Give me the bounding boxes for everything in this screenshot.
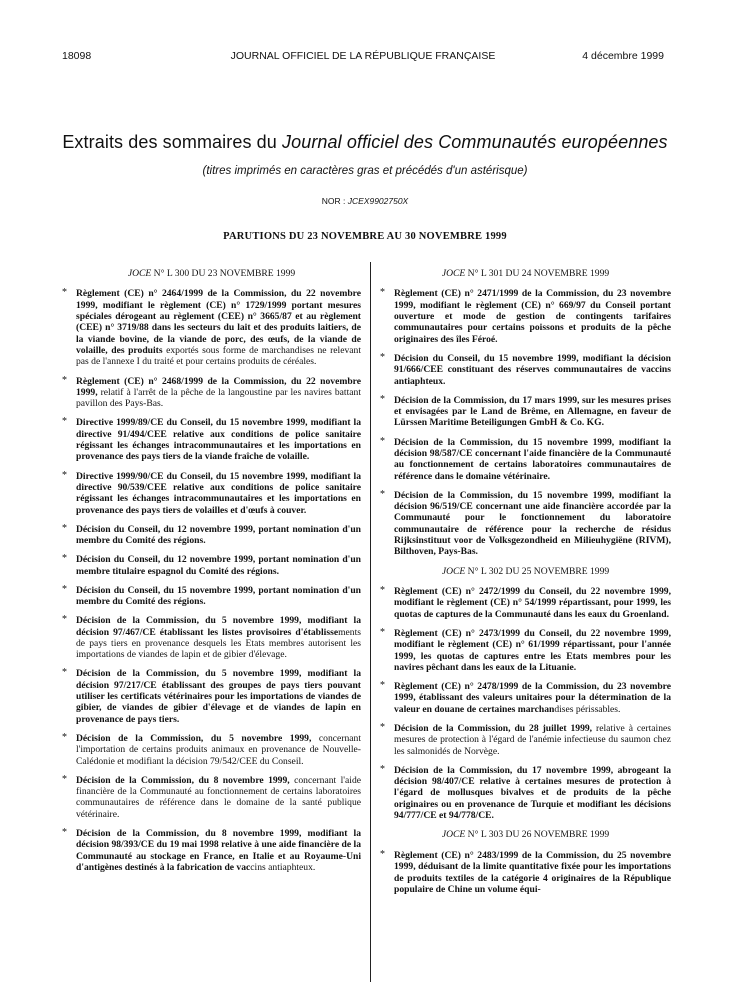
entry-text: relative à certaines mesures de protection à l'égard de l'anémie infectieuse du saumon chez les salmonidés de Norvège. (394, 722, 671, 757)
entry-bold-title: Règlement (CE) n° 2468/1999 de la Commission, du 22 novembre 1999, (76, 375, 361, 398)
summary-entry (62, 417, 361, 462)
entry-text: ments de pays tiers en provenance desquels les Etats membres autorisent les importations de viandes de lapin et de gibier d'élevage. (76, 626, 361, 661)
asterisk-marker: * (380, 721, 385, 733)
nor-label: NOR : (321, 196, 348, 206)
issue-reference: N° L 301 DU 24 NOVEMBRE 1999 (465, 268, 610, 279)
summary-entry (62, 585, 361, 608)
entry-bold-title: Directive 1999/89/CE du Conseil, du 15 novembre 1999, modifiant la directive 91/494/CEE relative aux conditions de police sanitaire régissant les échanges intracommunautaires et les importations en provenance des pays tiers de la viande fraîche de volaille. (76, 417, 361, 463)
left-column (62, 266, 361, 881)
entry-bold-title: Décision de la Commission, du 15 novembre 1999, modifiant la décision 98/587/CE concernant l'aide financière de la Communauté au fonctionnement de certains laboratoires communautaires de référence dans le domaine vétérinaire. (394, 436, 671, 482)
summary-entry (62, 615, 361, 660)
summary-entry (62, 376, 361, 410)
asterisk-marker: * (62, 416, 67, 428)
journal-name: JOURNAL OFFICIEL DE LA RÉPUBLIQUE FRANÇAISE (230, 50, 496, 62)
asterisk-marker: * (380, 287, 385, 299)
summary-entry (380, 681, 671, 715)
asterisk-marker: * (380, 763, 385, 775)
asterisk-marker: * (380, 680, 385, 692)
joce-label: JOCE (441, 829, 466, 841)
issue-reference: N° L 303 DU 26 NOVEMBRE 1999 (465, 829, 610, 841)
section-heading (380, 829, 671, 840)
entry-text: cins antiaphteux. (250, 861, 316, 873)
summary-entry (62, 288, 361, 367)
asterisk-marker: * (380, 848, 385, 860)
entry-text: relatif à l'arrêt de la pêche de la langoustine par les navires battant pavillon des Pays-Bas. (76, 386, 361, 410)
asterisk-marker: * (380, 393, 385, 405)
entry-bold-title: Règlement (CE) n° 2473/1999 du Conseil, du 22 novembre 1999, modifiant le règlement (CE) n° 61/1999 répartissant, pour l'année 1999, les quotas de captures entre les Etats membres pour les navires pêchant dans les eaux de la Lituanie. (394, 627, 671, 673)
asterisk-marker: * (380, 351, 385, 363)
summary-entry (380, 850, 671, 895)
entry-bold-title: Règlement (CE) n° 2472/1999 du Conseil, du 22 novembre 1999, modifiant le règlement (CE) n° 54/1999 répartissant, pour 1999, les quotas de captures de la Communauté dans les eaux du Groenland. (394, 586, 671, 620)
asterisk-marker: * (62, 614, 67, 626)
nor-reference (62, 196, 668, 206)
entry-bold-title: Décision de la Commission, du 17 novembre 1999, abrogeant la décision 98/407/CE relative à certaines mesures de protection à l'égard de mollusques bivalves et de produits de la pêche originaires ou en provenance de Turquie et modifiant les décisions 94/777/CE et 94/778/CE. (394, 764, 671, 822)
summary-entry (380, 288, 671, 345)
asterisk-marker: * (62, 374, 67, 386)
asterisk-marker: * (62, 469, 67, 481)
nor-code: JCEX9902750X (347, 196, 409, 206)
page-number: 18098 (62, 50, 92, 62)
summary-entry (62, 775, 361, 820)
entry-bold-title: Décision de la Commission, du 5 novembre 1999, (76, 732, 312, 744)
entry-text: concernant l'importation de certains produits animaux en provenance de Nouvelle-Calédonie et modifiant la décision 79/542/CEE du Conseil. (76, 732, 362, 767)
summary-entry (380, 353, 671, 387)
summary-entry (380, 765, 671, 822)
asterisk-marker: * (380, 585, 385, 597)
parutions-heading: PARUTIONS DU 23 NOVEMBRE AU 30 NOVEMBRE 1999 (223, 231, 507, 242)
section-heading (380, 566, 671, 577)
asterisk-marker: * (62, 583, 67, 595)
entry-bold-title: Décision de la Commission, du 17 mars 1999, sur les mesures prises et envisagées par le Land de Brême, en Allemagne, en faveur de Lürssen Maritime Beteiligungen GmbH & Co. KG. (394, 394, 671, 429)
entry-bold-title: Règlement (CE) n° 2478/1999 de la Commission, du 23 novembre 1999, établissant des valeurs unitaires pour la détermination de la valeur en douane de certaines marchan (394, 681, 671, 715)
summary-entry (380, 723, 671, 757)
entry-bold-title: Décision de la Commission, du 15 novembre 1999, modifiant la décision 96/519/CE concernant une aide financière accordée par la Communauté pour le fonctionnement du laboratoire communautaire de référence pour la recherche de résidus Rijksinstituut voor de Volksgezondheid en Milieuhygiëne (RIVM), Bilthoven, Pays-Bas. (394, 489, 671, 558)
summary-entry (380, 490, 671, 558)
title-prefix: Extraits des sommaires du (62, 132, 283, 152)
entry-bold-title: Décision de la Commission, du 8 novembre 1999, modifiant la décision 98/393/CE du 19 mai 1998 relative à une aide financière de la Communauté au stockage en France, en Italie et au Royaume-Uni d'antigènes destinés à la fabrication de vac (76, 827, 361, 873)
right-column (380, 266, 671, 903)
title-italic: Journal officiel des Communautés européennes (282, 132, 668, 152)
issue-reference: N° L 302 DU 25 NOVEMBRE 1999 (465, 565, 610, 577)
summary-entry (380, 395, 671, 429)
asterisk-marker: * (380, 488, 385, 500)
summary-entry (62, 733, 361, 767)
section-heading (62, 268, 361, 279)
entry-text: dises périssables. (554, 703, 621, 715)
entry-bold-title: Décision du Conseil, du 15 novembre 1999, modifiant la décision 91/666/CEE constituant des réserves communautaires de vaccins antiaphteux. (394, 352, 671, 387)
summary-entry (380, 628, 671, 673)
entry-bold-title: Décision de la Commission, du 5 novembre 1999, modifiant la décision 97/217/CE établissant des groupes de pays tiers pouvant utiliser les certificats vétérinaires pour les importations de viandes de gibier, de viandes de gibier d'élevage et de viandes de lapin en provenance de pays tiers. (76, 668, 361, 725)
entry-text: exportés sous forme de marchandises ne relevant pas de l'annexe I du traité et pour certains produits de céréales. (76, 345, 361, 368)
asterisk-marker: * (62, 287, 67, 299)
entry-bold-title: Décision du Conseil, du 12 novembre 1999, portant nomination d'un membre du Comité des régions. (76, 523, 361, 547)
asterisk-marker: * (62, 731, 67, 743)
asterisk-marker: * (62, 522, 67, 534)
summary-entry (62, 524, 361, 547)
summary-entry (380, 437, 671, 482)
page-subtitle: (titres imprimés en caractères gras et précédés d'un astérisque) (202, 165, 528, 177)
issue-date: 4 décembre 1999 (582, 50, 664, 62)
asterisk-marker: * (380, 626, 385, 638)
summary-entry (62, 471, 361, 516)
entry-bold-title: Décision de la Commission, du 8 novembre 1999, (76, 774, 290, 786)
asterisk-marker: * (380, 435, 385, 447)
summary-entry (62, 668, 361, 725)
section-heading (380, 268, 671, 279)
entry-bold-title: Règlement (CE) n° 2483/1999 de la Commission, du 25 novembre 1999, déduisant de la limite quantitative fixée pour les importations de produits textiles de la catégorie 4 originaires de la République populaire de Chine un volume équi- (394, 849, 671, 895)
page-title (62, 132, 668, 153)
joce-label: JOCE (441, 268, 466, 279)
joce-label: JOCE (441, 565, 466, 577)
asterisk-marker: * (62, 826, 67, 838)
entry-text: concernant l'aide financière de la Communauté au fonctionnement de certains laboratoires communautaires de référence dans le domaine de la santé publique vétérinaire. (76, 774, 362, 820)
entry-bold-title: Décision de la Commission, du 28 juillet 1999, (394, 722, 593, 734)
asterisk-marker: * (62, 553, 67, 565)
entry-bold-title: Règlement (CE) n° 2464/1999 de la Commission, du 22 novembre 1999, modifiant le règlement (CE) n° 1729/1999 portant mesures spéciales dérogeant au règlement (CEE) n° 3665/87 et au règlement (CEE) n° 3719/88 dans les secteurs du lait et des produits laitiers, de la viande bovine, de la viande de porc, des œufs, de la viande de volaille, des produits (76, 288, 361, 357)
joce-label: JOCE (127, 268, 152, 279)
column-divider (370, 262, 371, 982)
entry-bold-title: Directive 1999/90/CE du Conseil, du 15 novembre 1999, modifiant la directive 90/539/CEE relative aux conditions de police sanitaire régissant les échanges intracommunautaires et les importations en provenance des pays tiers de volailles et d'œufs à couver. (76, 470, 361, 516)
summary-entry (62, 554, 361, 577)
asterisk-marker: * (62, 667, 67, 679)
summary-entry (380, 586, 671, 620)
entry-bold-title: Décision du Conseil, du 12 novembre 1999, portant nomination d'un membre titulaire espagnol du Comité des régions. (76, 554, 361, 577)
asterisk-marker: * (62, 773, 67, 785)
issue-reference: N° L 300 DU 23 NOVEMBRE 1999 (151, 268, 296, 279)
entry-bold-title: Décision de la Commission, du 5 novembre 1999, modifiant la décision 97/467/CE établissant les listes provisoires d'établisse (76, 615, 361, 638)
entry-bold-title: Règlement (CE) n° 2471/1999 de la Commission, du 23 novembre 1999, modifiant le règlement (CE) n° 669/97 du Conseil portant ouverture et mode de gestion de contingents tarifaires communautaires pour certains poissons et produits de la pêche originaires des îles Féroé. (394, 288, 671, 345)
entry-bold-title: Décision du Conseil, du 15 novembre 1999, portant nomination d'un membre du Comité des régions. (76, 584, 361, 608)
summary-entry (62, 828, 361, 873)
